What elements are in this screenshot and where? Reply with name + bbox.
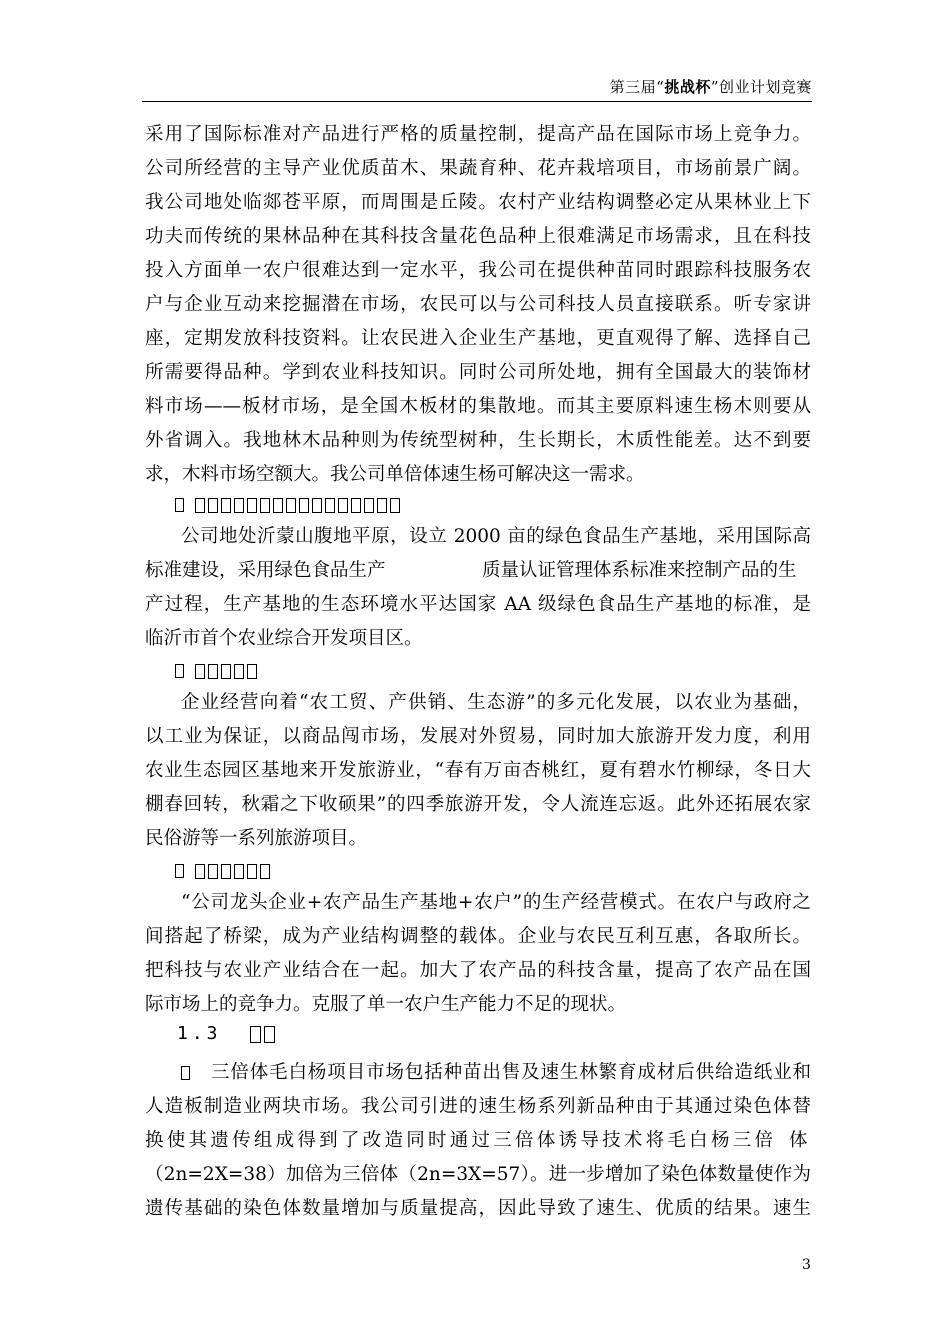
page-number: 3 [802, 1257, 811, 1273]
missing-glyph-icon [221, 664, 231, 679]
paragraph-line: （2n=2X=38）加倍为三倍体（2n=3X=57）。进一步增加了染色体数量使作为 [145, 1164, 811, 1185]
missing-glyph-icon [208, 664, 218, 679]
paragraph-line: 标准建设，采用绿色食品生产 [145, 560, 386, 581]
missing-glyph-icon [273, 498, 283, 513]
missing-glyph-icon [175, 864, 184, 878]
missing-glyph-icon [247, 864, 257, 879]
missing-glyph-icon [325, 498, 335, 513]
missing-glyph-icon [234, 864, 244, 879]
garbled-heading [175, 656, 260, 686]
missing-glyph-icon [221, 864, 231, 879]
paragraph-line: 我公司地处临郯苍平原，而周围是丘陵。农村产业结构调整必定从果林业上下 [145, 192, 811, 213]
paragraph-line: 临沂市首个农业综合开发项目区。 [145, 628, 423, 649]
paragraph-line: 换使其遗传组成得到了改造同时通过三倍体诱导技术将毛白杨三倍 [145, 1130, 773, 1151]
missing-glyph-icon [208, 864, 218, 879]
missing-glyph-icon [195, 498, 205, 513]
missing-glyph-icon [221, 498, 231, 513]
missing-glyph-icon [234, 498, 244, 513]
missing-glyph-icon [247, 498, 257, 513]
list-item-marker [181, 1058, 193, 1088]
missing-glyph-icon [390, 498, 400, 513]
paragraph-line: 外省调入。我地林木品种则为传统型树种，生长期长，木质性能差。达不到要 [145, 430, 811, 451]
paragraph-line: 体 [789, 1130, 808, 1151]
paragraph-line: 以工业为保证，以商品闯市场，发展对外贸易，同时加大旅游开发力度，利用 [145, 726, 811, 747]
paragraph-line: 棚春回转，秋霜之下收硕果”的四季旅游开发，令人流连忘返。此外还拓展农家 [145, 794, 811, 815]
missing-glyph-icon [351, 498, 361, 513]
missing-glyph-icon [299, 498, 309, 513]
paragraph-line: 企业经营向着“农工贸、产供销、生态游”的多元化发展，以农业为基础， [181, 692, 811, 713]
garbled-heading [175, 490, 403, 520]
missing-glyph-icon [195, 664, 205, 679]
header-competition-name: 挑战杯 [664, 78, 711, 96]
section-heading [177, 1019, 278, 1049]
paragraph-line: 三倍体毛白杨项目市场包括种苗出售及速生林繁育成材后供给造纸业和 [211, 1062, 811, 1083]
paragraph-line: “公司龙头企业+农产品生产基地+农户”的生产经营模式。在农户与政府之 [181, 892, 811, 913]
missing-glyph-icon [286, 498, 296, 513]
paragraph-line: 座，定期发放科技资料。让农民进入企业生产基地，更直观得了解、选择自己 [145, 328, 811, 349]
missing-glyph-icon [260, 498, 270, 513]
paragraph-line: 人造板制造业两块市场。我公司引进的速生杨系列新品种由于其通过染色体替 [145, 1096, 811, 1117]
paragraph-line: 户与企业互动来挖掘潜在市场，农民可以与公司科技人员直接联系。听专家讲 [145, 294, 811, 315]
header-divider [142, 101, 812, 102]
page-header [610, 76, 812, 97]
missing-glyph-icon [377, 498, 387, 513]
paragraph-line: 产过程，生产基地的生态环境水平达国家 AA 级绿色食品生产基地的标准，是 [145, 594, 811, 615]
paragraph-line: 质量认证管理体系标准来控制产品的生 [482, 560, 797, 581]
paragraph-line: 农业生态园区基地来开发旅游业，“春有万亩杏桃红，夏有碧水竹柳绿，冬日大 [145, 760, 811, 781]
missing-glyph-icon [181, 1066, 190, 1080]
missing-glyph-icon [260, 864, 270, 879]
header-suffix: ”创业计划竞赛 [710, 78, 812, 96]
missing-glyph-icon [195, 864, 205, 879]
missing-glyph-icon [234, 664, 244, 679]
paragraph-line: 求，木料市场空额大。我公司单倍体速生杨可解决这一需求。 [145, 464, 645, 485]
missing-glyph-icon [264, 1026, 275, 1043]
paragraph-line: 民俗游等一系列旅游项目。 [145, 828, 368, 849]
missing-glyph-icon [312, 498, 322, 513]
missing-glyph-icon [338, 498, 348, 513]
paragraph-line: 际市场上的竞争力。克服了单一农户生产能力不足的现状。 [145, 994, 627, 1015]
paragraph-line: 把科技与农业产业结合在一起。加大了农产品的科技含量，提高了农产品在国 [145, 960, 811, 981]
missing-glyph-icon [208, 498, 218, 513]
paragraph-line: 功夫而传统的果林品种在其科技含量花色品种上很难满足市场需求，且在科技 [145, 226, 811, 247]
paragraph-line: 所需要得品种。学到农业科技知识。同时公司所处地，拥有全国最大的装饰材 [145, 362, 811, 383]
missing-glyph-icon [250, 1026, 261, 1043]
header-prefix: 第三届“ [609, 78, 665, 96]
paragraph-line: 公司所经营的主导产业优质苗木、果蔬育种、花卉栽培项目，市场前景广阔。 [145, 158, 811, 179]
paragraph-line: 料市场——板材市场，是全国木板材的集散地。而其主要原料速生杨木则要从 [145, 396, 811, 417]
missing-glyph-icon [175, 664, 184, 678]
paragraph-line: 公司地处沂蒙山腹地平原，设立 2000 亩的绿色食品生产基地，采用国际高 [181, 526, 811, 547]
missing-glyph-icon [364, 498, 374, 513]
paragraph-line: 投入方面单一农户很难达到一定水平，我公司在提供种苗同时跟踪科技服务农 [145, 260, 811, 281]
missing-glyph-icon [247, 664, 257, 679]
paragraph-line: 遗传基础的染色体数量增加与质量提高，因此导致了速生、优质的结果。速生 [145, 1198, 811, 1219]
section-number: 1.3 [177, 1023, 222, 1044]
missing-glyph-icon [175, 498, 184, 512]
paragraph-line: 间搭起了桥梁，成为产业结构调整的载体。企业与农民互利互惠，各取所长。 [145, 926, 811, 947]
paragraph-line: 采用了国际标准对产品进行严格的质量控制，提高产品在国际市场上竞争力。 [145, 124, 811, 145]
garbled-heading [175, 856, 273, 886]
